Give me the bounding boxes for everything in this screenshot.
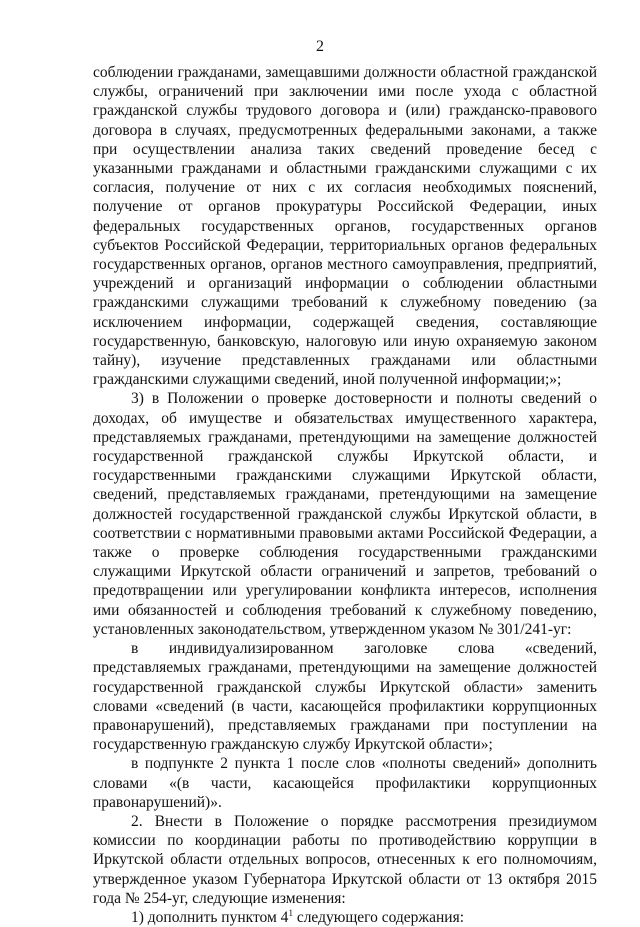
last-line-text-end: следующего содержания: [292, 908, 465, 926]
paragraph-last [93, 908, 597, 927]
document-body [93, 63, 597, 927]
paragraph: 3) в Положении о проверке достоверности и полноты сведений о доходах, об имуществе и обязательствах имущественного характера, представляемых гражданами, претендующими на замещение должностей государственной гражданской службы Иркутской области, и государственными гражданскими служащими Иркутской области, сведений, представляемых гражданами, претендующими на замещение должностей государственной гражданской службы Иркутской области, в соответствии с нормативными правовыми актами Российской Федерации, а также о проверке соблюдения государственными гражданскими служащими Иркутской области ограничений и запретов, требований о предотвращении или урегулировании конфликта интересов, исполнения ими обязанностей и соблюдения требований к служебному поведению, установленных законодательством, утвержденном указом № 301/241-уг: [93, 390, 597, 638]
paragraph: в подпункте 2 пункта 1 после слов «полноты сведений» дополнить словами «(в части, касающейся профилактики коррупционных правонарушений)». [93, 755, 597, 811]
last-line-text: 1) дополнить пунктом 4 [131, 908, 289, 926]
paragraph: 2. Внести в Положение о порядке рассмотрения президиумом комиссии по координации работы по противодействию коррупции в Иркутской области отдельных вопросов, отнесенных к его полномочиям, утвержденное указом Губернатора Иркутской области от 13 октября 2015 года № 254-уг, следующие изменения: [93, 812, 597, 907]
page-number: 2 [316, 38, 324, 55]
paragraph: в индивидуализированном заголовке слова «сведений, представляемых гражданами, претендующими на замещение должностей государственной гражданской службы Иркутской области» заменить словами «сведений (в части, касающейся профилактики коррупционных правонарушений), представляемых гражданами при поступлении на государственную гражданскую службу Иркутской области»; [93, 640, 597, 754]
paragraph: соблюдении гражданами, замещавшими должности областной гражданской службы, ограничений при заключении ими после ухода с областной гражданской службы трудового договора и (или) гражданско-правового договора в случаях, предусмотренных федеральными законами, а также при осуществлении анализа таких сведений проведение бесед с указанными гражданами и областными гражданскими служащими с их согласия, получение от них с их согласия необходимых пояснений, получение от органов прокуратуры Российской Федерации, иных федеральных государственных органов, государственных органов субъектов Российской Федерации, территориальных органов федеральных государственных органов, органов местного самоуправления, предприятий, учреждений и организаций информации о соблюдении областными гражданскими служащими требований к служебному поведению (за исключением информации, содержащей сведения, составляющие государственную, банковскую, налоговую или иную охраняемую законом тайну), изучение представленных гражданами или областными гражданскими служащими сведений, иной полученной информации;»; [93, 64, 597, 389]
superscript: 1 [288, 907, 293, 918]
